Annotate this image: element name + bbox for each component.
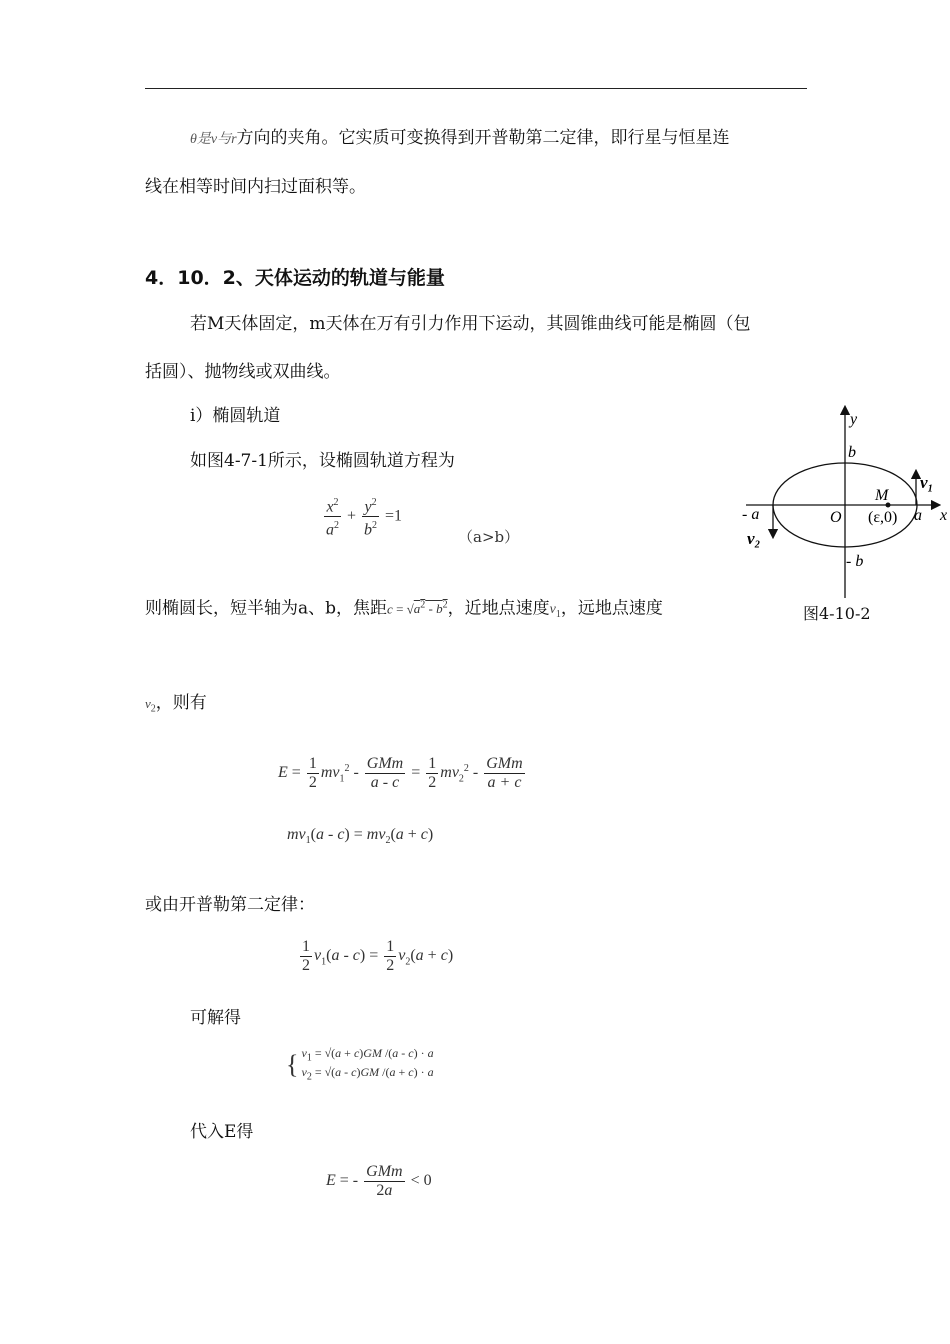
label-b-bottom: - b	[846, 553, 864, 570]
para2-line2: 括圆）、抛物线或双曲线。	[145, 362, 341, 382]
label-y: y	[850, 411, 858, 428]
energy-equation: E = $\frac{1}{2}$ $mv_1^2$ - $\frac{\text{GMm}}{a - c}$ = $\frac{1}{2}$ $mv_2^2$ - $\frac{\text{GMm}}{a + c}$	[278, 755, 523, 791]
label-x: x	[940, 507, 948, 524]
para2-line1: 若M天体固定，m天体在万有引力作用下运动，其圆锥曲线可能是椭圆（包	[190, 314, 751, 334]
label-v2: v₂	[747, 529, 761, 548]
subsection-title: i）椭圆轨道	[190, 406, 281, 426]
ellipse-figure	[738, 402, 948, 632]
para3: 如图4-7-1所示，设椭圆轨道方程为	[190, 451, 455, 471]
header-rule	[145, 88, 807, 89]
focal-formula: $c = √a^2 - b^2$	[387, 600, 448, 617]
para7: 可解得	[190, 1008, 241, 1028]
solution-system: { $v_1 = √(a + c)GM$ /(a - c) · a $v_2 = √(a - c)GM$ /(a + c) · a	[286, 1046, 434, 1083]
para6: 或由开普勒第二定律：	[145, 895, 315, 915]
para1-line1	[190, 128, 730, 150]
para4-part2: ，近地点速度	[447, 598, 550, 619]
ellipse-condition: （a>b）	[458, 528, 520, 546]
para1-line1-text: 方向的夹角。它实质可变换得到开普勒第二定律，即行星与恒星连	[236, 128, 730, 148]
section-heading: 4．10．2、天体运动的轨道与能量	[145, 267, 445, 289]
label-origin: O	[830, 509, 842, 526]
v1-inline: $v_1$	[549, 602, 561, 621]
para4-part3: ，远地点速度	[560, 598, 663, 619]
para4	[145, 596, 663, 625]
ellipse-equation: $\frac{x^2}{a^2}$ + $\frac{y^2}{b^2}$ =1	[322, 494, 402, 540]
label-m: M	[875, 487, 889, 504]
v2-inline: $v_2$	[145, 696, 156, 715]
label-focus-coord: (ε,0)	[868, 509, 898, 526]
label-a-left: - a	[742, 506, 760, 523]
label-b-top: b	[848, 444, 856, 461]
label-v1: v₁	[920, 473, 934, 492]
para1-line2: 线在相等时间内扫过面积等。	[145, 177, 366, 197]
para4-part1: 则椭圆长，短半轴为a、b，焦距	[145, 598, 388, 619]
label-a-right: a	[914, 507, 922, 524]
para5-suffix: ，则有	[155, 693, 207, 713]
para8: 代入E得	[190, 1122, 254, 1142]
kepler-equation: $\frac{1}{2}$ $v_1(a - c)$ = $\frac{1}{2}$ $v_2(a + c)$	[302, 938, 454, 974]
theta-v-r-inline: θ是v与r	[190, 132, 237, 147]
para5	[145, 693, 207, 720]
final-energy-equation: E = - $\frac{\text{GMm}}{2a}$ < 0	[326, 1163, 432, 1199]
angular-momentum-equation: $mv_1(a - c) = mv_2(a + c)$	[287, 826, 434, 847]
figure-caption: 图4-10-2	[803, 604, 871, 623]
